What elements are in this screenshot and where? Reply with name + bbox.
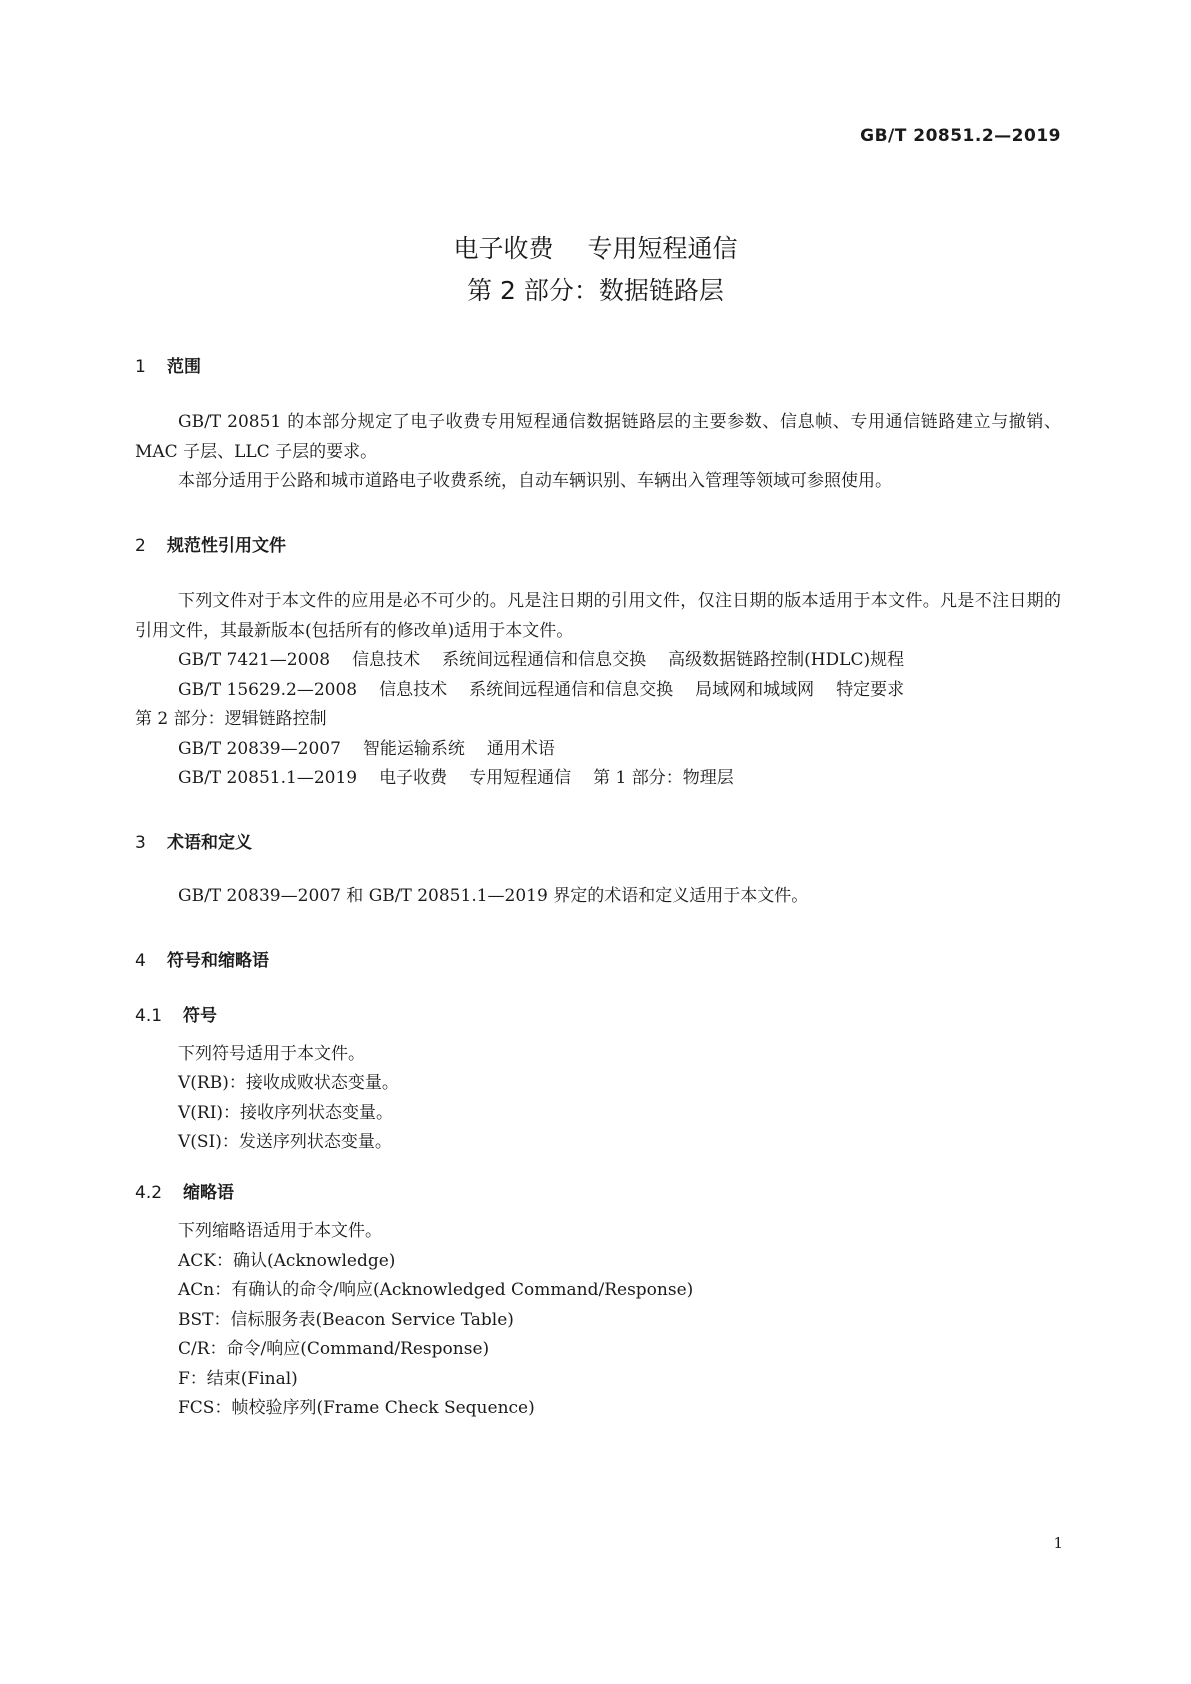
section-number: 3 xyxy=(135,833,146,853)
section-4-1-heading xyxy=(135,1001,217,1026)
section-1-paragraph-2: 本部分适用于公路和城市道路电子收费系统，自动车辆识别、车辆出入管理等领域可参照使用。 xyxy=(178,471,892,491)
title-part-a: 电子收费 xyxy=(453,234,554,263)
reference-title-part: 高级数据链路控制(HDLC)规程 xyxy=(668,650,905,670)
reference-title-part: 系统间远程通信和信息交换 xyxy=(442,650,647,670)
reference-title-part: 信息技术 xyxy=(379,680,448,700)
reference-title-part: 局域网和城域网 xyxy=(695,680,815,700)
symbol-line: V(SI)：发送序列状态变量。 xyxy=(178,1132,392,1152)
reference-code: GB/T 15629.2—2008 xyxy=(178,680,358,700)
section-1-heading xyxy=(135,352,201,377)
section-number: 1 xyxy=(135,357,146,377)
section-4-heading xyxy=(135,946,269,971)
abbreviation-line: ACK：确认(Acknowledge) xyxy=(178,1251,396,1271)
section-3-heading xyxy=(135,828,252,853)
reference-item xyxy=(178,676,904,706)
section-2-heading xyxy=(135,531,286,556)
reference-title-part: 信息技术 xyxy=(352,650,421,670)
title-part-b: 专用短程通信 xyxy=(587,234,738,263)
section-3-paragraph: GB/T 20839—2007 和 GB/T 20851.1—2019 界定的术语和定义适用于本文件。 xyxy=(178,886,809,906)
reference-title-part: 特定要求 xyxy=(836,680,905,700)
reference-item xyxy=(178,735,555,765)
abbreviation-line: ACn：有确认的命令/响应(Acknowledged Command/Response) xyxy=(178,1280,694,1300)
section-number: 4 xyxy=(135,951,146,971)
section-title: 术语和定义 xyxy=(167,833,252,853)
reference-title-part: 通用术语 xyxy=(486,739,555,759)
section-1-paragraph-1: GB/T 20851 的本部分规定了电子收费专用短程通信数据链路层的主要参数、信息帧、专用通信链路建立与撤销、MAC 子层、LLC 子层的要求。 xyxy=(135,412,1061,462)
section-number: 2 xyxy=(135,536,146,556)
reference-title-part: 智能运输系统 xyxy=(362,739,465,759)
reference-title-part: 系统间远程通信和信息交换 xyxy=(469,680,674,700)
abbreviation-line: F：结束(Final) xyxy=(178,1369,298,1389)
section-title: 符号 xyxy=(183,1006,217,1026)
section-title: 缩略语 xyxy=(183,1183,234,1203)
section-4-2-heading xyxy=(135,1178,234,1203)
reference-title-part: 第 1 部分：物理层 xyxy=(593,768,734,788)
title-line-1 xyxy=(0,228,1191,270)
document-title xyxy=(0,228,1191,312)
section-2-intro: 下列文件对于本文件的应用是必不可少的。凡是注日期的引用文件，仅注日期的版本适用于本文件。凡是不注日期的引用文件，其最新版本(包括所有的修改单)适用于本文件。 xyxy=(135,591,1061,641)
abbreviation-line: FCS：帧校验序列(Frame Check Sequence) xyxy=(178,1398,535,1418)
abbreviation-line: BST：信标服务表(Beacon Service Table) xyxy=(178,1310,514,1330)
section-title: 范围 xyxy=(167,357,201,377)
page-number: 1 xyxy=(1053,1534,1063,1552)
reference-code: GB/T 7421—2008 xyxy=(178,650,331,670)
reference-item xyxy=(178,764,734,794)
section-number: 4.2 xyxy=(135,1183,163,1203)
reference-code: GB/T 20851.1—2019 xyxy=(178,768,358,788)
reference-continuation: 第 2 部分：逻辑链路控制 xyxy=(135,709,327,729)
abbreviation-line: 下列缩略语适用于本文件。 xyxy=(178,1221,382,1241)
symbol-line: V(RB)：接收成败状态变量。 xyxy=(178,1073,399,1093)
section-title: 符号和缩略语 xyxy=(167,951,269,971)
section-title: 规范性引用文件 xyxy=(167,536,286,556)
symbol-line: V(RI)：接收序列状态变量。 xyxy=(178,1103,394,1123)
reference-title-part: 专用短程通信 xyxy=(469,768,572,788)
reference-item xyxy=(178,646,904,676)
reference-code: GB/T 20839—2007 xyxy=(178,739,341,759)
reference-title-part: 电子收费 xyxy=(379,768,448,788)
standard-number: GB/T 20851.2—2019 xyxy=(860,126,1061,146)
section-number: 4.1 xyxy=(135,1006,163,1026)
symbol-line: 下列符号适用于本文件。 xyxy=(178,1044,365,1064)
abbreviation-line: C/R：命令/响应(Command/Response) xyxy=(178,1339,490,1359)
title-line-2: 第 2 部分：数据链路层 xyxy=(467,276,724,305)
